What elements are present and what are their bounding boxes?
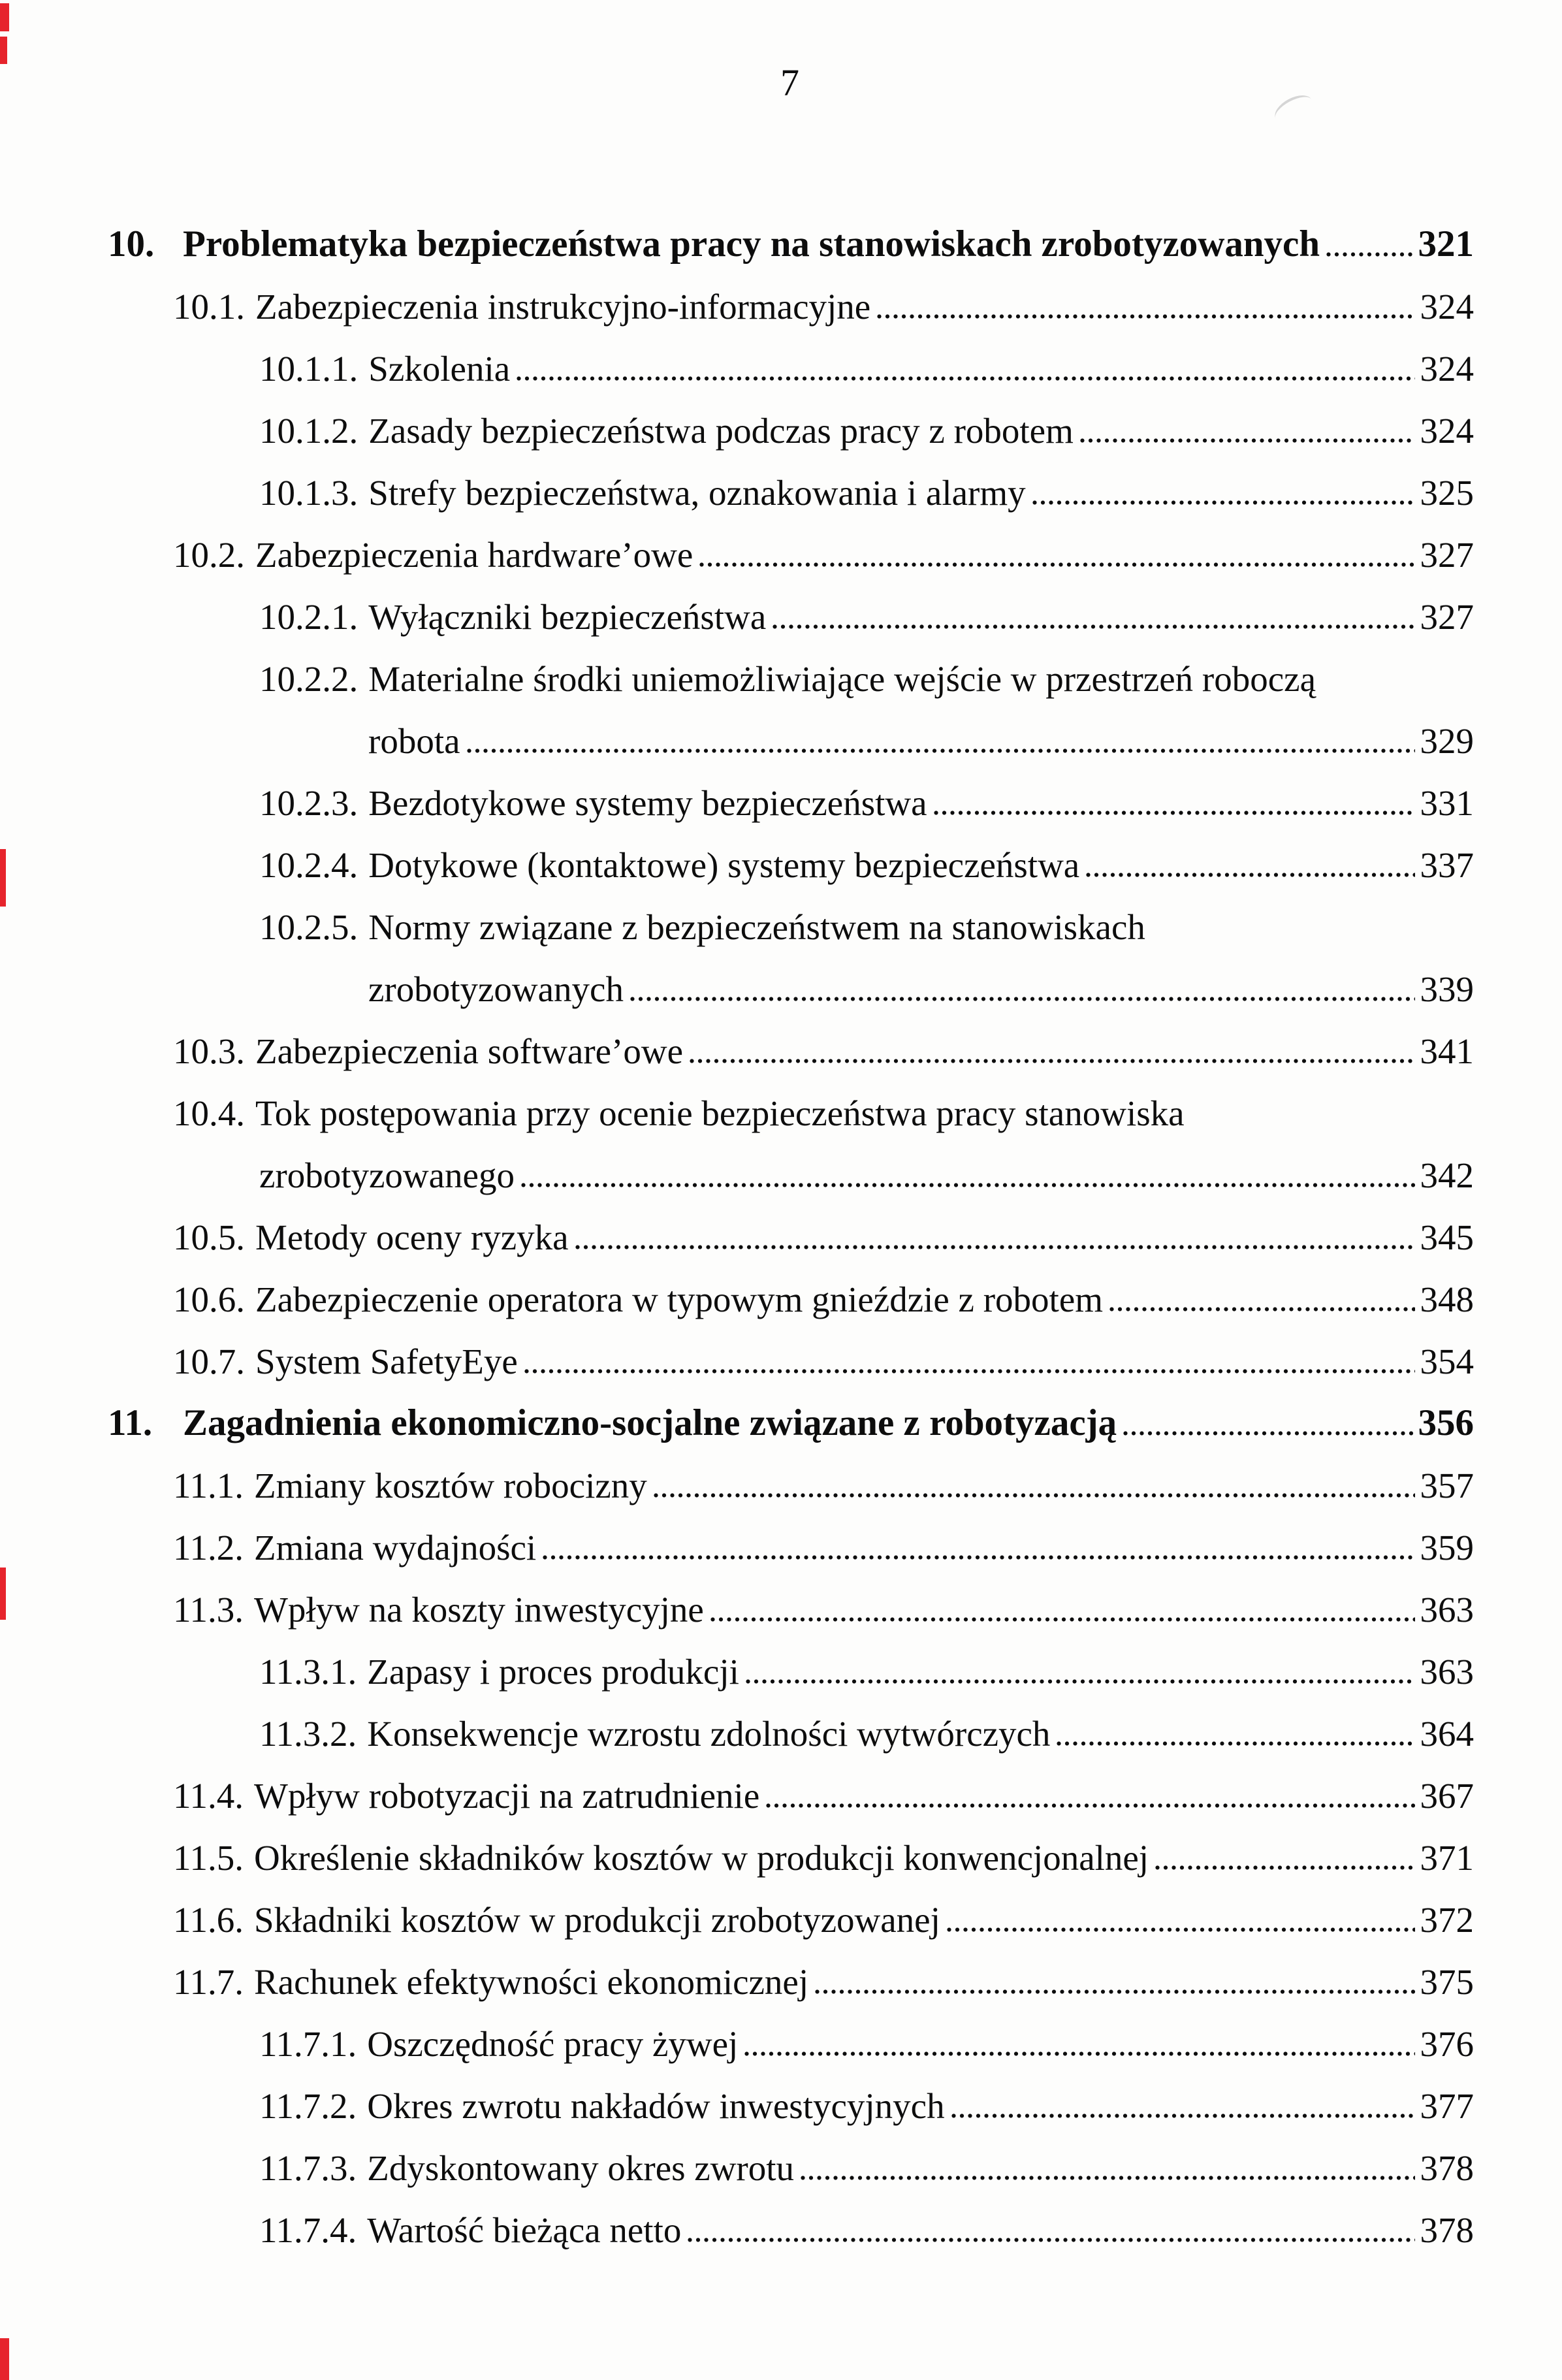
scan-artifact-red-mark [0,1568,6,1620]
toc-entry-line [108,1142,1474,1204]
entry-page-number: 367 [1420,1776,1474,1816]
toc-entry-line [108,1328,1474,1390]
entry-page-number: 377 [1420,2086,1474,2126]
entry-title: Określenie składników kosztów w produkcji konwencjonalnej [253,1838,1149,1878]
entry-title: Zmiana wydajności [253,1528,537,1568]
entry-page-number: 364 [1420,1714,1474,1754]
entry-title: Dotykowe (kontaktowe) systemy bezpieczeństwa [368,845,1080,885]
entry-page-number: 363 [1420,1590,1474,1630]
toc-entry-line [108,2010,1474,2072]
entry-number: 10.5. [173,1217,245,1257]
toc-entry-line [108,956,1474,1018]
dot-leader [575,1245,1415,1249]
entry-page-number: 363 [1420,1652,1474,1692]
toc-entry-line [108,1886,1474,1948]
entry-title: Problematyka bezpieczeństwa pracy na stanowiskach zrobotyzowanych [183,223,1320,265]
entry-title: Okres zwrotu nakładów inwestycyjnych [367,2086,945,2126]
entry-number: 11.3. [173,1590,244,1630]
entry-title: Normy związane z bezpieczeństwem na stanowiskach [368,907,1145,947]
entry-title: Zdyskontowany okres zwrotu [367,2148,794,2188]
dot-leader [744,2051,1414,2056]
entry-title: Składniki kosztów w produkcji zrobotyzowanej [253,1900,940,1940]
scan-artifact-red-mark [0,2338,9,2380]
toc-entry-line [108,583,1474,645]
entry-page-number: 375 [1420,1962,1474,2002]
dot-leader [690,1059,1414,1063]
entry-number: 10.2.2. [259,659,359,699]
entry-page-number: 372 [1420,1900,1474,1940]
entry-page-number: 348 [1420,1279,1474,1319]
entry-number: 11.6. [173,1900,244,1940]
entry-page-number: 329 [1420,721,1474,761]
entry-page-number: 327 [1420,535,1474,575]
entry-page-number: 371 [1420,1838,1474,1878]
toc-entry-line [108,1080,1474,1142]
entry-page-number: 378 [1420,2148,1474,2188]
dot-leader [710,1617,1415,1622]
entry-number: 10.1. [173,287,245,327]
entry-page-number: 324 [1420,411,1474,451]
dot-leader [773,624,1414,629]
entry-number: 10.6. [173,1279,245,1319]
entry-title: Zabezpieczenie operatora w typowym gnieździe z robotem [255,1279,1104,1319]
entry-title: Strefy bezpieczeństwa, oznakowania i alarmy [368,473,1026,513]
dot-leader [1155,1865,1414,1870]
entry-title: Metody oceny ryzyka [255,1217,569,1257]
dot-leader [543,1555,1414,1560]
entry-title-continuation: zrobotyzowanego [259,1155,515,1195]
dot-leader [699,562,1414,567]
toc-entry-line [108,2196,1474,2259]
entry-number: 10.1.2. [259,411,359,451]
dot-leader [801,2176,1415,2180]
entry-title: Materialne środki uniemożliwiające wejście w przestrzeń roboczą [368,659,1316,699]
entry-number: 11.7.4. [259,2210,357,2250]
entry-number: 10.2.1. [259,597,359,637]
entry-title: Szkolenia [368,349,511,389]
toc-entry-line [108,1824,1474,1886]
dot-leader [1032,500,1415,505]
toc-entry-line [108,1266,1474,1328]
toc-entry-line [108,1638,1474,1700]
entry-number: 11.5. [173,1838,244,1878]
entry-title-continuation: zrobotyzowanych [368,969,624,1009]
entry-number: 10.7. [173,1342,245,1381]
dot-leader [766,1803,1414,1808]
entry-number: 10.2.4. [259,845,359,885]
entry-number: 11.7. [173,1962,244,2002]
entry-number: 11.4. [173,1776,244,1816]
toc-entry-line [108,211,1474,273]
entry-page-number: 324 [1420,349,1474,389]
entry-title: Zmiany kosztów robocizny [253,1466,647,1505]
dot-leader [1109,1307,1414,1311]
entry-number: 10.2.3. [259,783,359,823]
dot-leader [1326,252,1412,257]
entry-title: Zasady bezpieczeństwa podczas pracy z robotem [368,411,1074,451]
entry-page-number: 325 [1420,473,1474,513]
toc-entry-line [108,1762,1474,1824]
toc-entry-line [108,1018,1474,1080]
toc-entry-line [108,335,1474,397]
entry-page-number: 354 [1420,1342,1474,1381]
table-of-contents [108,211,1474,2259]
scan-artifact-red-mark [0,849,6,907]
dot-leader [1057,1741,1414,1746]
toc-entry-line [108,831,1474,893]
toc-entry-line [108,2134,1474,2196]
dot-leader [1080,438,1415,443]
entry-page-number: 357 [1420,1466,1474,1505]
scan-artifact-red-mark [0,3,9,31]
entry-title: Wpływ robotyzacji na zatrudnienie [253,1776,760,1816]
entry-number: 10.1.1. [259,349,359,389]
toc-entry-line [108,1514,1474,1576]
entry-page-number: 342 [1420,1155,1474,1195]
entry-title: Bezdotykowe systemy bezpieczeństwa [368,783,927,823]
entry-page-number: 376 [1420,2024,1474,2064]
entry-number: 10.4. [173,1093,245,1133]
entry-number: 11.3.2. [259,1714,357,1754]
entry-number: 11.2. [173,1528,244,1568]
dot-leader [688,2238,1414,2242]
entry-page-number: 341 [1420,1031,1474,1071]
dot-leader [934,811,1415,815]
entry-title: Zabezpieczenia software’owe [255,1031,684,1071]
toc-entry-line [108,893,1474,956]
entry-number: 11.3.1. [259,1652,357,1692]
entry-title: Rachunek efektywności ekonomicznej [253,1962,809,2002]
entry-number: 10.2. [173,535,245,575]
dot-leader [654,1493,1415,1498]
dot-leader [630,997,1415,1001]
entry-number: 11.7.1. [259,2024,357,2064]
toc-entry-line [108,273,1474,335]
entry-title: Tok postępowania przy ocenie bezpieczeństwa pracy stanowiska [255,1093,1185,1133]
entry-page-number: 356 [1418,1402,1474,1443]
toc-entry-line [108,1452,1474,1514]
toc-entry-line [108,1700,1474,1762]
toc-entry-line [108,1576,1474,1638]
entry-title: Wpływ na koszty inwestycyjne [253,1590,704,1630]
entry-title: System SafetyEye [255,1342,518,1381]
entry-title: Zagadnienia ekonomiczno-socjalne związane z robotyzacją [183,1402,1117,1443]
dot-leader [1123,1431,1412,1436]
toc-entry-line [108,397,1474,459]
entry-number: 10.3. [173,1031,245,1071]
toc-entry-line [108,769,1474,831]
entry-title: Konsekwencje wzrostu zdolności wytwórczych [367,1714,1051,1754]
entry-page-number: 359 [1420,1528,1474,1568]
dot-leader [815,1989,1414,1994]
dot-leader [877,314,1414,319]
toc-entry-line [108,2072,1474,2134]
entry-page-number: 339 [1420,969,1474,1009]
dot-leader [947,1927,1415,1932]
dot-leader [746,1679,1415,1684]
toc-entry-line [108,1204,1474,1266]
entry-page-number: 331 [1420,783,1474,823]
toc-entry-line [108,1948,1474,2010]
entry-number: 10.2.5. [259,907,359,947]
entry-number: 11.7.3. [259,2148,357,2188]
toc-entry-line [108,707,1474,769]
toc-entry-line [108,459,1474,521]
dot-leader [1086,873,1414,877]
entry-title: Wartość bieżąca netto [367,2210,682,2250]
toc-entry-line [108,645,1474,707]
entry-page-number: 345 [1420,1217,1474,1257]
entry-title: Zapasy i proces produkcji [367,1652,739,1692]
toc-entry-line [108,1390,1474,1452]
page-number: 7 [780,61,800,104]
dot-leader [951,2114,1415,2118]
dot-leader [517,376,1414,381]
entry-page-number: 337 [1420,845,1474,885]
entry-number: 11.1. [173,1466,244,1505]
entry-title: Zabezpieczenia hardware’owe [255,535,693,575]
entry-number: 11.7.2. [259,2086,357,2126]
entry-page-number: 378 [1420,2210,1474,2250]
entry-title: Zabezpieczenia instrukcyjno-informacyjne [255,287,871,327]
dot-leader [524,1369,1415,1374]
entry-title-continuation: robota [368,721,460,761]
entry-page-number: 327 [1420,597,1474,637]
entry-title: Oszczędność pracy żywej [367,2024,739,2064]
entry-title: Wyłączniki bezpieczeństwa [368,597,767,637]
entry-page-number: 321 [1418,223,1474,265]
entry-number: 11. [108,1402,153,1443]
entry-page-number: 324 [1420,287,1474,327]
entry-number: 10.1.3. [259,473,359,513]
toc-entry-line [108,521,1474,583]
dot-leader [521,1183,1415,1187]
dot-leader [467,748,1415,753]
scan-artifact-red-mark [0,37,7,64]
entry-number: 10. [108,223,155,265]
